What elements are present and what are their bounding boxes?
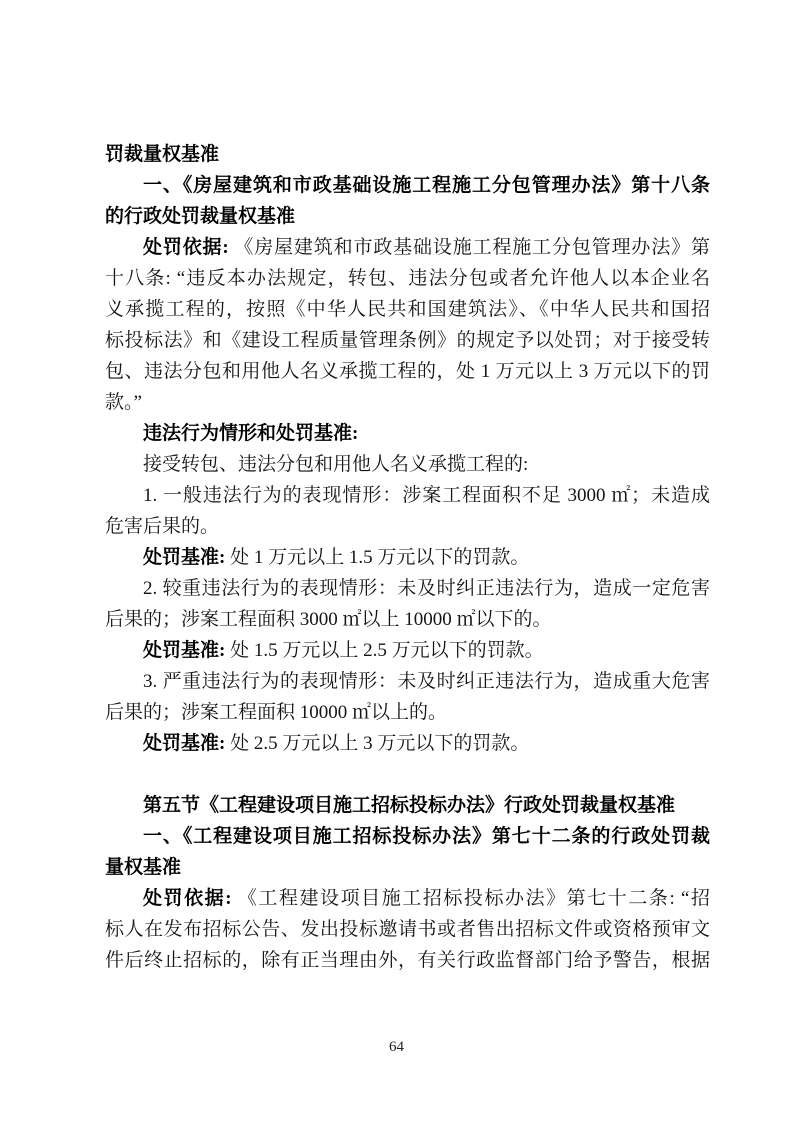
body-line: 接受转包、违法分包和用他人名义承揽工程的: [143,454,529,475]
body-line: 标人在发布招标公告、发出投标邀请书或者售出招标文件或资格预审文 [105,919,710,940]
clause-heading-line: 量权基准 [105,857,182,878]
bold-label: 处罚依据: [143,237,229,258]
section-5-heading-line: 第五节《工程建设项目施工招标投标办法》行政处罚裁量权基准 [143,795,676,816]
clause-heading-line: 一、《工程建设项目施工招标投标办法》第七十二条的行政处罚裁 [143,826,710,847]
page-number: 64 [389,1039,404,1055]
penalty-standard-line: 处罚基准: 处 1 万元以上 1.5 万元以下的罚款。 [143,547,530,568]
penalty-standard-line: 处罚基准: 处 2.5 万元以上 3 万元以下的罚款。 [143,733,530,754]
violation-level-2-line: 后果的；涉案工程面积 3000 ㎡以上 10000 ㎡以下的。 [105,609,552,630]
clause-heading-line: 一、《房屋建筑和市政基础设施工程施工分包管理办法》第十八条 [143,175,710,196]
penalty-standard-line: 处罚基准: 处 1.5 万元以上 2.5 万元以下的罚款。 [143,640,544,661]
blank-line [105,759,710,790]
bold-label: 处罚基准: [143,547,226,568]
body-line: 义承揽工程的，按照《中华人民共和国建筑法》、《中华人民共和国招 [105,299,710,320]
penalty-basis-line: 处罚依据: 《工程建设项目施工招标投标办法》第七十二条: “招 [143,888,710,909]
body-line: 款。” [105,392,142,413]
bold-label: 处罚基准: [143,640,226,661]
bold-label: 处罚基准: [143,733,226,754]
heading-continuation-line: 罚裁量权基准 [105,144,220,165]
violation-level-1-line: 危害后果的。 [105,516,220,537]
violation-level-2-line: 2. 较重违法行为的表现情形：未及时纠正违法行为，造成一定危害 [143,578,710,599]
violation-criteria-heading-line: 违法行为情形和处罚基准: [143,423,359,444]
violation-level-3-line: 后果的；涉案工程面积 10000 ㎡以上的。 [105,702,448,723]
body-line: 十八条: “违反本办法规定，转包、违法分包或者允许他人以本企业名 [105,268,710,289]
violation-level-3-line: 3. 严重违法行为的表现情形：未及时纠正违法行为，造成重大危害 [143,671,710,692]
penalty-basis-line: 处罚依据: 《房屋建筑和市政基础设施工程施工分包管理办法》第 [143,237,710,258]
clause-heading-line: 的行政处罚裁量权基准 [105,206,296,227]
body-line: 包、违法分包和用他人名义承揽工程的，处 1 万元以上 3 万元以下的罚 [105,361,710,382]
body-line: 件后终止招标的，除有正当理由外，有关行政监督部门给予警告，根据 [105,950,710,971]
text-block [105,139,710,976]
violation-level-1-line: 1. 一般违法行为的表现情形：涉案工程面积不足 3000 ㎡；未造成 [143,485,710,506]
bold-label: 处罚依据: [143,888,232,909]
body-line: 标投标法》和《建设工程质量管理条例》的规定予以处罚；对于接受转 [105,330,710,351]
